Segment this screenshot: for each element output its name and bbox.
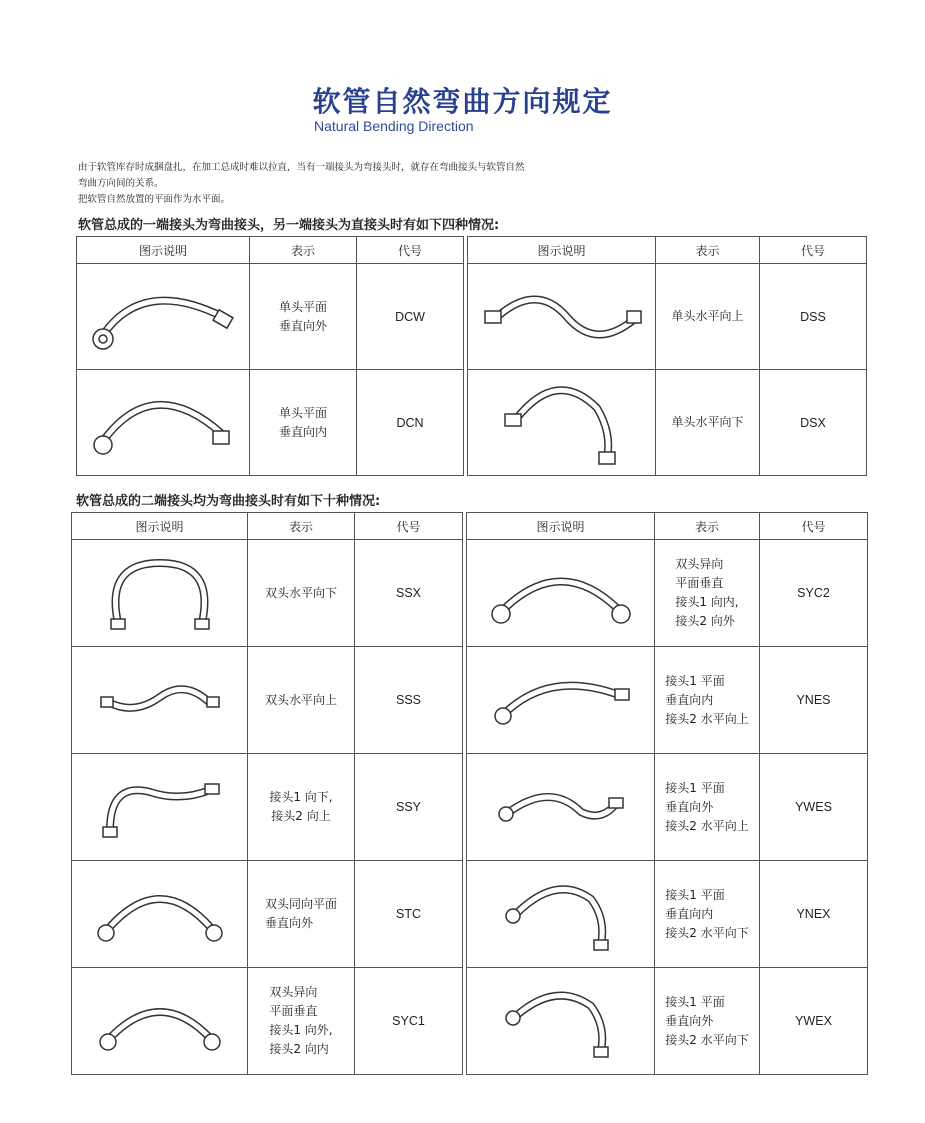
section1-table: [76, 236, 867, 476]
table-row: [72, 754, 868, 861]
hose-ssy-diagram: [72, 754, 248, 861]
table-row: [72, 968, 868, 1075]
intro-line: 弯曲方向间的关系。: [78, 178, 164, 189]
code-text: DCN: [357, 370, 464, 476]
hose-ynex-diagram: [467, 861, 655, 968]
table-row: [77, 264, 867, 370]
code-text: DSX: [760, 370, 867, 476]
col-header-meaning: 表示: [250, 237, 357, 264]
meaning-text: 双头异向 平面垂直 接头1 向外, 接头2 向内: [269, 985, 333, 1056]
section1-heading: 软管总成的一端接头为弯曲接头，另一端接头为直接头时有如下四种情况:: [78, 218, 500, 233]
table-header-row: [72, 513, 868, 540]
hose-ywex-diagram: [467, 968, 655, 1075]
meaning-text: 双头水平向下: [264, 585, 337, 600]
col-header-diagram: 图示说明: [77, 237, 250, 264]
hose-ynes-diagram: [467, 647, 655, 754]
table-header-row: [77, 237, 867, 264]
hose-stc-diagram: [72, 861, 248, 968]
hose-dcn-diagram: [77, 370, 250, 476]
col-header-meaning: 表示: [655, 513, 760, 540]
hose-ywes-diagram: [467, 754, 655, 861]
col-header-code: 代号: [760, 513, 868, 540]
meaning-text: 单头平面 垂直向外: [278, 299, 327, 333]
meaning-text: 双头水平向上: [264, 692, 337, 707]
meaning-text: 接头1 平面 垂直向外 接头2 水平向下: [665, 994, 749, 1047]
code-text: YNEX: [760, 861, 868, 968]
col-header-code: 代号: [355, 513, 463, 540]
code-text: SYC2: [760, 540, 868, 647]
hose-ssx-diagram: [72, 540, 248, 647]
code-text: STC: [355, 861, 463, 968]
page-subtitle: Natural Bending Direction: [314, 118, 474, 134]
code-text: DCW: [357, 264, 464, 370]
code-text: YNES: [760, 647, 868, 754]
hose-dcw-diagram: [77, 264, 250, 370]
meaning-text: 双头同向平面 垂直向外: [264, 897, 337, 930]
code-text: YWES: [760, 754, 868, 861]
intro-text: [78, 160, 525, 208]
meaning-text: 接头1 向下, 接头2 向上: [269, 790, 333, 823]
hose-syc1-diagram: [72, 968, 248, 1075]
code-text: SYC1: [355, 968, 463, 1075]
col-header-code: 代号: [760, 237, 867, 264]
meaning-text: 双头异向 平面垂直 接头1 向内, 接头2 向外: [675, 557, 739, 628]
intro-line: 由于软管库存时成捆盘扎，在加工总成时难以拉直，当有一端接头为弯接头时，就存在弯曲接头与软管自然: [78, 162, 525, 173]
code-text: SSX: [355, 540, 463, 647]
section2-table: [71, 512, 868, 1075]
hose-dsx-diagram: [468, 370, 656, 476]
col-header-meaning: 表示: [248, 513, 355, 540]
table-row: [72, 647, 868, 754]
hose-dss-diagram: [468, 264, 656, 370]
col-header-diagram: 图示说明: [468, 237, 656, 264]
code-text: DSS: [760, 264, 867, 370]
intro-line: 把软管自然放置的平面作为水平面。: [78, 194, 231, 205]
code-text: SSY: [355, 754, 463, 861]
hose-sss-diagram: [72, 647, 248, 754]
page-title: 软管自然弯曲方向规定: [312, 85, 613, 118]
code-text: SSS: [355, 647, 463, 754]
meaning-text: 单头水平向下: [671, 415, 744, 429]
col-header-diagram: 图示说明: [467, 513, 655, 540]
col-header-diagram: 图示说明: [72, 513, 248, 540]
table-row: [72, 861, 868, 968]
meaning-text: 接头1 平面 垂直向内 接头2 水平向上: [665, 673, 749, 726]
code-text: YWEX: [760, 968, 868, 1075]
meaning-text: 接头1 平面 垂直向内 接头2 水平向下: [665, 887, 749, 940]
meaning-text: 单头平面 垂直向内: [278, 405, 327, 439]
table-row: [77, 370, 867, 476]
col-header-meaning: 表示: [656, 237, 760, 264]
section2-heading: 软管总成的二端接头均为弯曲接头时有如下十种情况:: [76, 494, 381, 509]
col-header-code: 代号: [357, 237, 464, 264]
meaning-text: 接头1 平面 垂直向外 接头2 水平向上: [665, 780, 749, 833]
meaning-text: 单头水平向上: [671, 309, 744, 323]
hose-syc2-diagram: [467, 540, 655, 647]
table-row: [72, 540, 868, 647]
